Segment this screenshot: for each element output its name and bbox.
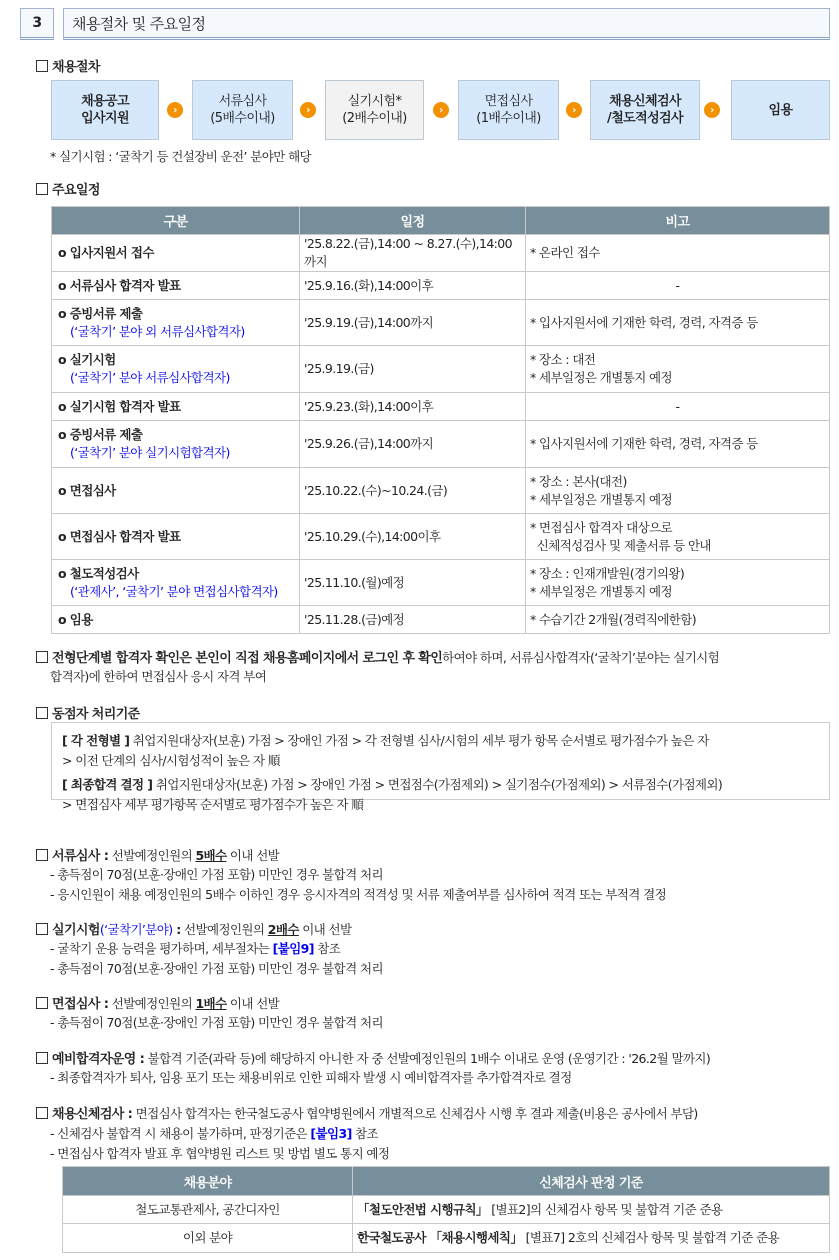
note-cell xyxy=(526,468,830,514)
practical-mult: 2배수 xyxy=(267,922,299,937)
note-cell: - xyxy=(526,393,830,421)
note-cell xyxy=(526,235,830,272)
note-line: * 세부일정은 개별통지 예정 xyxy=(530,583,672,599)
note-cell xyxy=(526,606,830,634)
note-line: * 온라인 접수 xyxy=(530,245,600,260)
item-cell xyxy=(52,560,300,606)
criteria-text: [별표7] 2호의 신체검사 항목 및 불합격 기준 준용 xyxy=(522,1230,780,1245)
step-subtitle: 입사지원 xyxy=(81,111,129,126)
medical-l2: - 면접심사 합격자 발표 후 협약병원 리스트 및 방법 별도 통지 예정 xyxy=(50,1146,390,1161)
practical-test xyxy=(36,919,351,938)
table-row xyxy=(52,393,830,421)
medical-l1a: - 신체검사 불합격 시 채용이 불가하며, 판정기준은 xyxy=(50,1126,311,1141)
item-label: o 증빙서류 제출 xyxy=(58,427,142,442)
note-cell xyxy=(526,300,830,346)
schedule-table xyxy=(51,206,830,634)
practical-field: (‘굴착기’분야) xyxy=(99,922,173,937)
note-line: * 입사지원서에 기재한 학력, 경력, 자격증 등 xyxy=(530,436,758,451)
doc-mult: 5배수 xyxy=(195,848,227,863)
practical-label: 실기시험 xyxy=(36,923,100,938)
tie-box xyxy=(51,722,830,812)
table-row xyxy=(52,346,830,393)
column-header: 구분 xyxy=(52,207,300,235)
attachment9-link[interactable]: [붙임9] xyxy=(272,941,314,956)
doc-pre: 선발예정인원의 xyxy=(108,848,196,863)
arrow-right-icon: › xyxy=(433,102,449,118)
table-row xyxy=(52,514,830,560)
field-cell: 이외 분야 xyxy=(63,1224,353,1253)
practical-l1b: 참조 xyxy=(313,941,341,956)
item-cell xyxy=(52,468,300,514)
step-subtitle: (5배수이내) xyxy=(210,111,275,126)
doc-label: 서류심사 : xyxy=(36,849,108,864)
note-line: * 장소 : 대전 xyxy=(530,352,596,367)
arrow-right-icon: › xyxy=(566,102,582,118)
field-cell: 철도교통관제사, 공간디자인 xyxy=(63,1196,353,1224)
item-label: o 임용 xyxy=(58,612,93,627)
reserve-label: 예비합격자운영 : xyxy=(36,1052,144,1067)
tie-a-text: 취업지원대상자(보훈) 가점 > 장애인 가점 > 각 전형별 심사/시험의 세부 평가 항목 순서별로 평가점수가 높은 자 xyxy=(129,733,709,748)
item-label: o 면접심사 xyxy=(58,483,116,498)
doc-l1: - 총득점이 70점(보훈·장애인 가점 포함) 미만인 경우 불합격 처리 xyxy=(50,867,383,882)
note-line: * 입사지원서에 기재한 학력, 경력, 자격증 등 xyxy=(530,314,758,330)
medical xyxy=(36,1103,698,1122)
item-cell xyxy=(52,514,300,560)
note-line: * 장소 : 본사(대전) xyxy=(530,473,627,489)
note-line: * 세부일정은 개별통지 예정 xyxy=(530,491,672,507)
procedure-note: * 실기시험 : ‘굴착기 등 건설장비 운전’ 분야만 해당 xyxy=(50,149,312,164)
item-label: o 실기시험 xyxy=(58,352,116,367)
tie-heading: 동점자 처리기준 xyxy=(36,703,140,722)
doc-review xyxy=(36,845,279,864)
date-cell: '25.9.23.(화),14:00이후 xyxy=(300,393,526,421)
procedure-step xyxy=(325,80,424,140)
confirm-text: 하여야 하며, 서류심사합격자(‘굴착기’분야는 실기시험 xyxy=(442,650,720,665)
interview-label: 면접심사 : xyxy=(36,997,108,1012)
item-label: o 서류심사 합격자 발표 xyxy=(58,278,181,293)
item-target: (‘굴착기’ 분야 외 서류심사합격자) xyxy=(70,323,245,339)
interview-pre: 선발예정인원의 xyxy=(108,996,196,1011)
practical-post: 이내 선발 xyxy=(298,922,352,937)
note-line: * 장소 : 인재개발원(경기의왕) xyxy=(530,565,685,581)
medical-criteria-table xyxy=(62,1166,830,1253)
note-cell xyxy=(526,514,830,560)
practical-l2: - 총득점이 70점(보훈·장애인 가점 포함) 미만인 경우 불합격 처리 xyxy=(50,961,383,976)
medical-l1b: 참조 xyxy=(351,1126,379,1141)
item-label: o 철도적성검사 xyxy=(58,566,139,581)
arrow-right-icon: › xyxy=(300,102,316,118)
doc-post: 이내 선발 xyxy=(226,848,280,863)
arrow-right-icon: › xyxy=(704,102,720,118)
note-line: 신체적성검사 및 제출서류 등 안내 xyxy=(530,537,711,553)
confirm-line2: 합격자)에 한하여 면접심사 응시 자격 부여 xyxy=(50,669,267,684)
interview xyxy=(36,993,279,1012)
reserve-text: 불합격 기준(과락 등)에 해당하지 아니한 자 중 선발예정인원의 1배수 이내로 운영 (운영기간 : '26.2월 말까지) xyxy=(144,1051,711,1066)
tie-b-text: 취업지원대상자(보훈) 가점 > 장애인 가점 > 면접점수(가점제외) > 실기점수(가점제외) > 서류점수(가점제외) xyxy=(152,777,723,792)
date-cell: '25.10.22.(수)~10.24.(금) xyxy=(300,468,526,514)
date-cell: '25.10.29.(수),14:00이후 xyxy=(300,514,526,560)
item-cell xyxy=(52,235,300,272)
column-header: 신체검사 판정 기준 xyxy=(353,1167,830,1196)
note-cell xyxy=(526,560,830,606)
step-subtitle: (2배수이내) xyxy=(342,111,407,126)
practical-l1 xyxy=(50,939,340,957)
step-title: 채용공고 xyxy=(81,94,129,109)
item-target: (‘관제사’, ‘굴착기’ 분야 면접심사합격자) xyxy=(70,583,278,599)
practical-l1a: - 굴착기 운용 능력을 평가하며, 세부절차는 xyxy=(50,941,273,956)
item-label: o 실기시험 합격자 발표 xyxy=(58,399,181,414)
tie-b-line2: > 면접심사 세부 평가항목 순서별로 평가점수가 높은 자 順 xyxy=(62,797,364,812)
date-cell: '25.9.26.(금),14:00까지 xyxy=(300,421,526,468)
interview-post: 이내 선발 xyxy=(226,996,280,1011)
item-cell xyxy=(52,606,300,634)
item-cell xyxy=(52,272,300,300)
table-row xyxy=(63,1224,830,1253)
table-row xyxy=(52,300,830,346)
medical-label: 채용신체검사 : xyxy=(36,1107,132,1122)
table-row xyxy=(63,1196,830,1224)
procedure-step xyxy=(51,80,159,140)
date-cell: '25.8.22.(금),14:00 ~ 8.27.(수),14:00까지 xyxy=(300,235,526,272)
criteria-text: [별표2]의 신체검사 항목 및 불합격 기준 준용 xyxy=(487,1201,723,1217)
note-line: * 면접심사 합격자 대상으로 xyxy=(530,519,672,535)
table-row xyxy=(52,235,830,272)
step-title: 임용 xyxy=(768,102,793,118)
interview-mult: 1배수 xyxy=(195,996,227,1011)
item-cell xyxy=(52,300,300,346)
column-header: 일정 xyxy=(300,207,526,235)
date-cell: '25.9.16.(화),14:00이후 xyxy=(300,272,526,300)
medical-l1 xyxy=(50,1124,378,1142)
step-subtitle: /철도적성검사 xyxy=(607,111,683,126)
procedure-step xyxy=(458,80,559,140)
criteria-bold: 「철도안전법 시행규칙」 xyxy=(357,1201,488,1217)
item-label: o 면접심사 합격자 발표 xyxy=(58,529,181,544)
item-cell xyxy=(52,393,300,421)
date-cell: '25.11.10.(월)예정 xyxy=(300,560,526,606)
schedule-heading: 주요일정 xyxy=(36,179,100,198)
item-target: (‘굴착기’ 분야 서류심사합격자) xyxy=(70,370,230,385)
table-row xyxy=(52,272,830,300)
confirm-bold: 전형단계별 합격자 확인은 본인이 직접 채용홈페이지에서 로그인 후 확인 xyxy=(36,651,442,666)
criteria-bold: 한국철도공사 「채용시행세칙」 xyxy=(357,1230,523,1245)
practical-pre: 선발예정인원의 xyxy=(180,922,268,937)
section-title: 채용절차 및 주요일정 xyxy=(63,8,830,40)
step-subtitle: (1배수이내) xyxy=(476,111,541,126)
tie-a-line2: > 이전 단계의 심사/시험성적이 높은 자 順 xyxy=(62,753,280,768)
column-header: 채용분야 xyxy=(63,1167,353,1196)
column-header: 비고 xyxy=(526,207,830,235)
tie-b-label: [ 최종합격 결정 ] xyxy=(62,777,153,792)
step-title: 서류심사 xyxy=(218,94,267,109)
item-label: o 증빙서류 제출 xyxy=(58,306,142,321)
date-cell: '25.11.28.(금)예정 xyxy=(300,606,526,634)
procedure-step xyxy=(731,80,830,140)
step-title: 채용신체검사 xyxy=(609,94,681,109)
table-row xyxy=(52,421,830,468)
note-cell xyxy=(526,421,830,468)
procedure-step xyxy=(192,80,293,140)
procedure-heading: 채용절차 xyxy=(36,56,100,75)
attachment3-link[interactable]: [붙임3] xyxy=(310,1126,352,1141)
confirm-notice xyxy=(36,647,719,666)
item-target: (‘굴착기’ 분야 실기시험합격자) xyxy=(70,445,230,460)
practical-colon: : xyxy=(172,922,181,937)
step-title: 실기시험* xyxy=(347,94,402,109)
table-row xyxy=(52,560,830,606)
date-cell: '25.9.19.(금) xyxy=(300,346,526,393)
arrow-right-icon: › xyxy=(167,102,183,118)
interview-l1: - 총득점이 70점(보훈·장애인 가점 포함) 미만인 경우 불합격 처리 xyxy=(50,1015,383,1030)
procedure-step xyxy=(590,80,700,140)
tie-a-label: [ 각 전형별 ] xyxy=(62,733,130,748)
step-title: 면접심사 xyxy=(484,94,533,109)
table-row xyxy=(52,468,830,514)
item-label: o 입사지원서 접수 xyxy=(58,245,154,260)
medical-text: 면접심사 합격자는 한국철도공사 협약병원에서 개별적으로 신체검사 시행 후 결과 제출(비용은 공사에서 부담) xyxy=(132,1106,698,1121)
item-cell xyxy=(52,346,300,393)
doc-l2: - 응시인원이 채용 예정인원의 5배수 이하인 경우 응시자격의 적격성 및 서류 제출여부를 심사하여 적격 또는 부적격 결정 xyxy=(50,887,667,902)
note-cell xyxy=(526,346,830,393)
reserve xyxy=(36,1048,710,1067)
section-number: 3 xyxy=(20,8,54,40)
date-cell: '25.9.19.(금),14:00까지 xyxy=(300,300,526,346)
note-line: * 세부일정은 개별통지 예정 xyxy=(530,370,672,385)
reserve-l1: - 최종합격자가 퇴사, 임용 포기 또는 채용비위로 인한 피해자 발생 시 예비합격자를 추가합격자로 결정 xyxy=(50,1070,572,1085)
note-line: * 수습기간 2개월(경력직에한함) xyxy=(530,611,697,627)
item-cell xyxy=(52,421,300,468)
table-row xyxy=(52,606,830,634)
note-cell: - xyxy=(526,272,830,300)
